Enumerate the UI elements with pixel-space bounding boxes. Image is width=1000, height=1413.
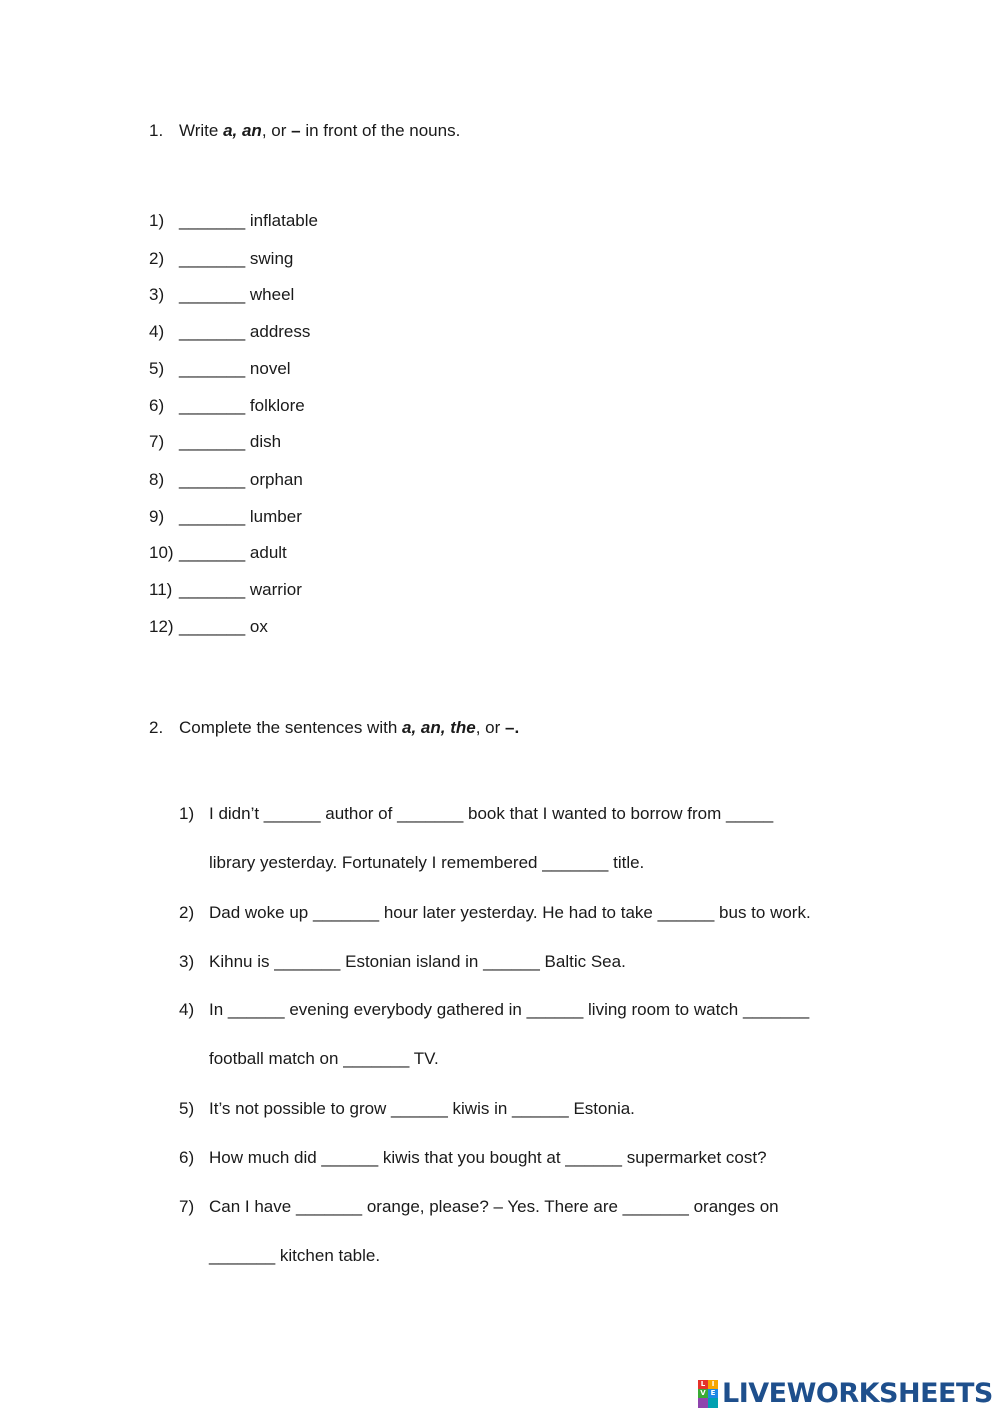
item-text: _______ warrior xyxy=(179,580,302,599)
noun-item xyxy=(149,285,294,305)
logo-square: E xyxy=(708,1389,718,1398)
logo-square xyxy=(708,1398,718,1408)
sentence-line: Dad woke up _______ hour later yesterday. He had to take ______ bus to work. xyxy=(209,903,811,922)
sentence-number: 1) xyxy=(179,804,195,823)
item-number: 10) xyxy=(149,543,174,562)
noun-item xyxy=(149,396,305,416)
item-text: _______ address xyxy=(179,322,311,341)
item-text: _______ novel xyxy=(179,359,291,378)
item-text: _______ wheel xyxy=(179,285,295,304)
logo-square xyxy=(698,1398,708,1408)
sentence-number: 3) xyxy=(179,952,195,971)
item-number: 7) xyxy=(149,432,165,451)
item-text: _______ orphan xyxy=(179,470,303,489)
noun-item xyxy=(149,470,303,490)
noun-item xyxy=(149,507,302,527)
item-number: 8) xyxy=(149,470,165,489)
exercise-2-choices: a, an, the xyxy=(402,718,476,737)
liveworksheets-logo[interactable] xyxy=(698,1378,993,1410)
sentence-line: In ______ evening everybody gathered in ______ living room to watch _______ xyxy=(209,1000,810,1019)
item-number: 5) xyxy=(149,359,165,378)
logo-square: I xyxy=(708,1380,718,1389)
noun-item xyxy=(149,432,281,452)
sentence-line: It’s not possible to grow ______ kiwis in ______ Estonia. xyxy=(209,1099,635,1118)
sentence-line: library yesterday. Fortunately I remembered _______ title. xyxy=(209,853,645,872)
item-text: _______ lumber xyxy=(179,507,302,526)
item-number: 12) xyxy=(149,617,174,636)
item-number: 1) xyxy=(149,211,165,230)
noun-item xyxy=(149,543,287,563)
item-text: _______ folklore xyxy=(179,396,305,415)
item-text: _______ inflatable xyxy=(179,211,318,230)
item-number: 2) xyxy=(149,249,165,268)
noun-item xyxy=(149,211,318,231)
sentence-line: _______ kitchen table. xyxy=(209,1246,381,1265)
noun-item xyxy=(149,322,310,342)
item-text: _______ ox xyxy=(179,617,268,636)
logo-square: V xyxy=(698,1389,708,1398)
item-number: 9) xyxy=(149,507,165,526)
exercise-2-instruction: 2. Complete the sentences with a, an, the, or –. xyxy=(149,718,520,737)
sentence-line: I didn’t ______ author of _______ book that I wanted to borrow from _____ xyxy=(209,804,774,823)
item-text: _______ adult xyxy=(179,543,287,562)
noun-item xyxy=(149,617,268,637)
noun-item xyxy=(149,359,291,379)
item-number: 3) xyxy=(149,285,165,304)
sentence-number: 4) xyxy=(179,1000,195,1019)
exercise-1-choices: a, an xyxy=(223,121,262,140)
noun-item xyxy=(149,580,302,600)
exercise-1-instruction: 1. Write a, an, or – in front of the nouns. xyxy=(149,121,461,140)
sentence-number: 5) xyxy=(179,1099,195,1118)
sentence-line: football match on _______ TV. xyxy=(209,1049,439,1068)
item-text: _______ swing xyxy=(179,249,294,268)
exercise-2-number: 2. xyxy=(149,718,164,737)
sentence-number: 2) xyxy=(179,903,195,922)
item-number: 4) xyxy=(149,322,165,341)
sentence-number: 6) xyxy=(179,1148,195,1167)
noun-item xyxy=(149,249,293,269)
item-number: 11) xyxy=(149,580,173,599)
sentence-line: How much did ______ kiwis that you bought at ______ supermarket cost? xyxy=(209,1148,767,1167)
exercise-1-number: 1. xyxy=(149,121,164,140)
logo-square: L xyxy=(698,1380,708,1389)
item-text: _______ dish xyxy=(179,432,282,451)
sentence-line: Can I have _______ orange, please? – Yes. There are _______ oranges on xyxy=(209,1197,779,1216)
sentence-line: Kihnu is _______ Estonian island in ______ Baltic Sea. xyxy=(209,952,626,971)
item-number: 6) xyxy=(149,396,165,415)
sentence-number: 7) xyxy=(179,1197,195,1216)
logo-icon xyxy=(698,1380,718,1408)
logo-brand-text: LIVEWORKSHEETS xyxy=(722,1378,993,1409)
